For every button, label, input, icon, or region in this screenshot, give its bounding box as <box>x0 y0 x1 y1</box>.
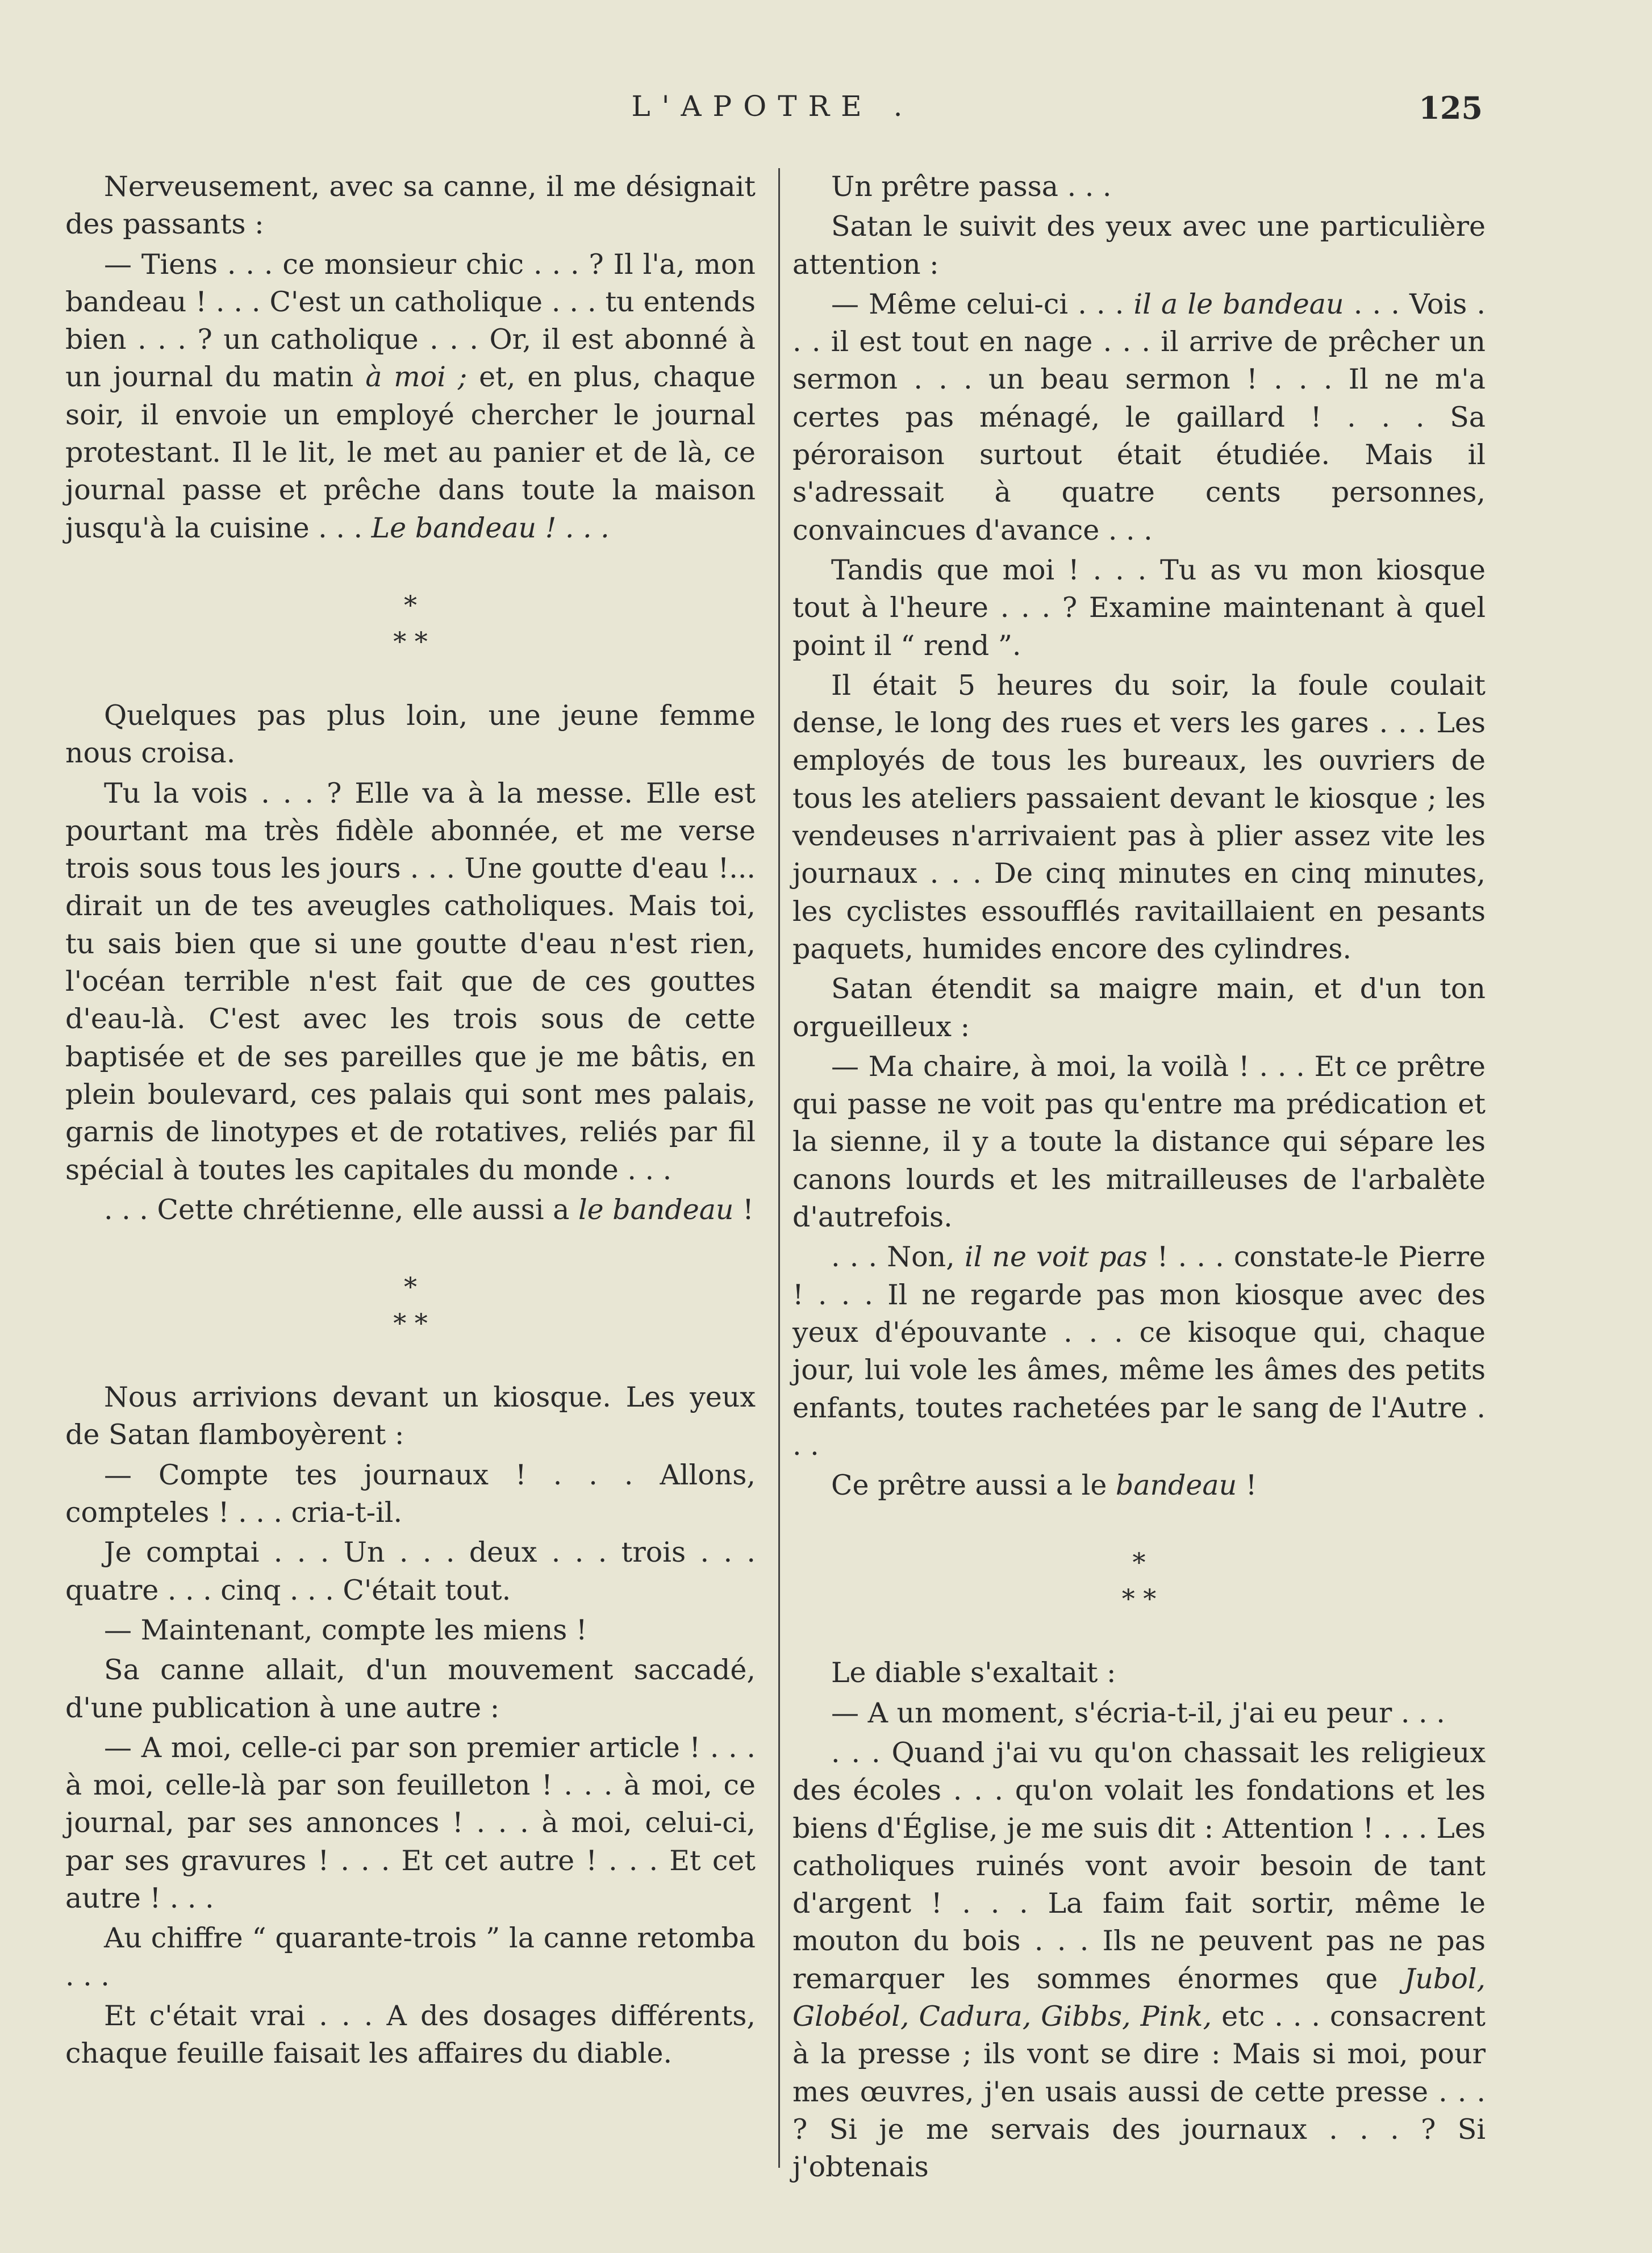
paragraph: Nerveusement, avec sa canne, il me désignait des passants : <box>65 170 756 241</box>
paragraph: Tu la vois . . . ? Elle va à la messe. Elle est pourtant ma très fidèle abonnée, et me verse trois sous tous les jours . . . Une goutte d'eau !... dirait un de tes aveugles catholiques. Mais toi, tu sais bien que si une goutte d'eau n'est rien, l'océan terrible n'est fait que de ces gouttes d'eau-là. C'est avec les trois sous de cette baptisée et de ses pareilles que je me bâtis, en plein boulevard, ces palais qui sont mes palais, garnis de linotypes et de rotatives, reliés par fil spécial à toutes les capitales du monde . . . <box>65 777 756 1186</box>
paragraph: Un prêtre passa . . . <box>831 170 1112 203</box>
paragraph: — Compte tes journaux ! . . . Allons, compteles ! . . . cria-t-il. <box>65 1458 756 1529</box>
paragraph: Et c'était vrai . . . A des dosages différents, chaque feuille faisait les affaires du diable. <box>65 1999 756 2070</box>
paragraph: Au chiffre “ quarante-trois ” la canne retomba . . . <box>65 1922 756 1992</box>
paragraph: — A un moment, s'écria-t-il, j'ai eu peur . . . <box>831 1696 1445 1729</box>
paragraph: — A moi, celle-ci par son premier article ! . . . à moi, celle-là par son feuilleton ! . . . à moi, ce journal, par ses annonces ! . . . à moi, celui-ci, par ses gravures ! . . . Et cet autre ! . . . Et cet autre ! . . . <box>65 1731 756 1914</box>
section-separator: * * * <box>393 589 428 657</box>
paragraph: Quelques pas plus loin, une jeune femme nous croisa. <box>65 699 756 770</box>
paragraph: Ce prêtre aussi a le bandeau ! <box>831 1469 1257 1502</box>
paragraph: Satan le suivit des yeux avec une particulière attention : <box>792 210 1486 281</box>
paragraph: — Maintenant, compte les miens ! <box>104 1613 587 1646</box>
paragraph: Le diable s'exaltait : <box>831 1657 1116 1689</box>
paragraph: Sa canne allait, d'un mouvement saccadé, d'une publication à une autre : <box>65 1654 756 1724</box>
page-number: 125 <box>1419 90 1483 126</box>
paragraph: Tandis que moi ! . . . Tu as vu mon kiosque tout à l'heure . . . ? Examine maintenant à quel point il “ rend ”. <box>792 553 1486 662</box>
paragraph: — Même celui-ci . . . il a le bandeau . . . Vois . . . il est tout en nage . . . il arrive de prêcher un sermon . . . un beau sermon ! . . . Il ne m'a certes pas ménagé, le gaillard ! . . . Sa péroraison surtout était étudiée. Mais il s'adressait à quatre cents personnes, convaincues d'avance . . . <box>792 287 1486 546</box>
paragraph: — Ma chaire, à moi, la voilà ! . . . Et ce prêtre qui passe ne voit pas qu'entre ma prédication et la sienne, il y a toute la distance qui sépare les canons lourds et les mitrailleuses de l'arbalète d'autrefois. <box>792 1050 1486 1234</box>
right-column <box>792 168 1486 2189</box>
column-divider <box>778 168 780 2168</box>
paragraph: Je comptai . . . Un . . . deux . . . trois . . . quatre . . . cinq . . . C'était tout. <box>65 1536 756 1607</box>
paragraph: — Tiens . . . ce monsieur chic . . . ? Il l'a, mon bandeau ! . . . C'est un catholique . . . tu entends bien . . . ? un catholique . . . Or, il est abonné à un journal du matin à moi ; et, en plus, chaque soir, il envoie un employé chercher le journal protestant. Il le lit, le met au panier et de là, ce journal passe et prêche dans toute la maison jusqu'à la cuisine . . . Le bandeau ! . . . <box>65 248 756 544</box>
paragraph: Nous arrivions devant un kiosque. Les yeux de Satan flamboyèrent : <box>65 1381 756 1451</box>
page-header <box>62 90 1483 135</box>
left-column <box>65 168 756 2075</box>
section-separator: * * * <box>393 1271 428 1339</box>
paragraph: Il était 5 heures du soir, la foule coulait dense, le long des rues et vers les gares . . . Les employés de tous les bureaux, les ouvriers de tous les ateliers passaient devant le kiosque ; les vendeuses n'arrivaient pas à plier assez vite les journaux . . . De cinq minutes en cinq minutes, les cyclistes essoufflés ravitaillaient en pesants paquets, humides encore des cylindres. <box>792 669 1486 965</box>
paragraph: . . . Quand j'ai vu qu'on chassait les religieux des écoles . . . qu'on volait les fondations et les biens d'Église, je me suis dit : Attention ! . . . Les catholiques ruinés vont avoir besoin de tant d'argent ! . . . La faim fait sortir, même le mouton du bois . . . Ils ne peuvent pas ne pas remarquer les sommes énormes que Jubol, Globéol, Cadura, Gibbs, Pink, etc . . . consacrent à la presse ; ils vont se dire : Mais si moi, pour mes œuvres, j'en usais aussi de cette presse . . . ? Si je me servais des journaux . . . ? Si j'obtenais <box>792 1736 1486 2184</box>
paragraph: . . . Cette chrétienne, elle aussi a le bandeau ! <box>104 1193 754 1226</box>
paragraph: . . . Non, il ne voit pas ! . . . constate-le Pierre ! . . . Il ne regarde pas mon kiosque avec des yeux d'épouvante . . . ce kisoque qui, chaque jour, lui vole les âmes, même les âmes des petits enfants, toutes rachetées par le sang de l'Autre . . . <box>792 1241 1486 1462</box>
paragraph: Satan étendit sa maigre main, et d'un ton orgueilleux : <box>792 973 1486 1043</box>
running-title: L'APOTRE . <box>631 90 914 123</box>
section-separator: * * * <box>1121 1547 1157 1614</box>
